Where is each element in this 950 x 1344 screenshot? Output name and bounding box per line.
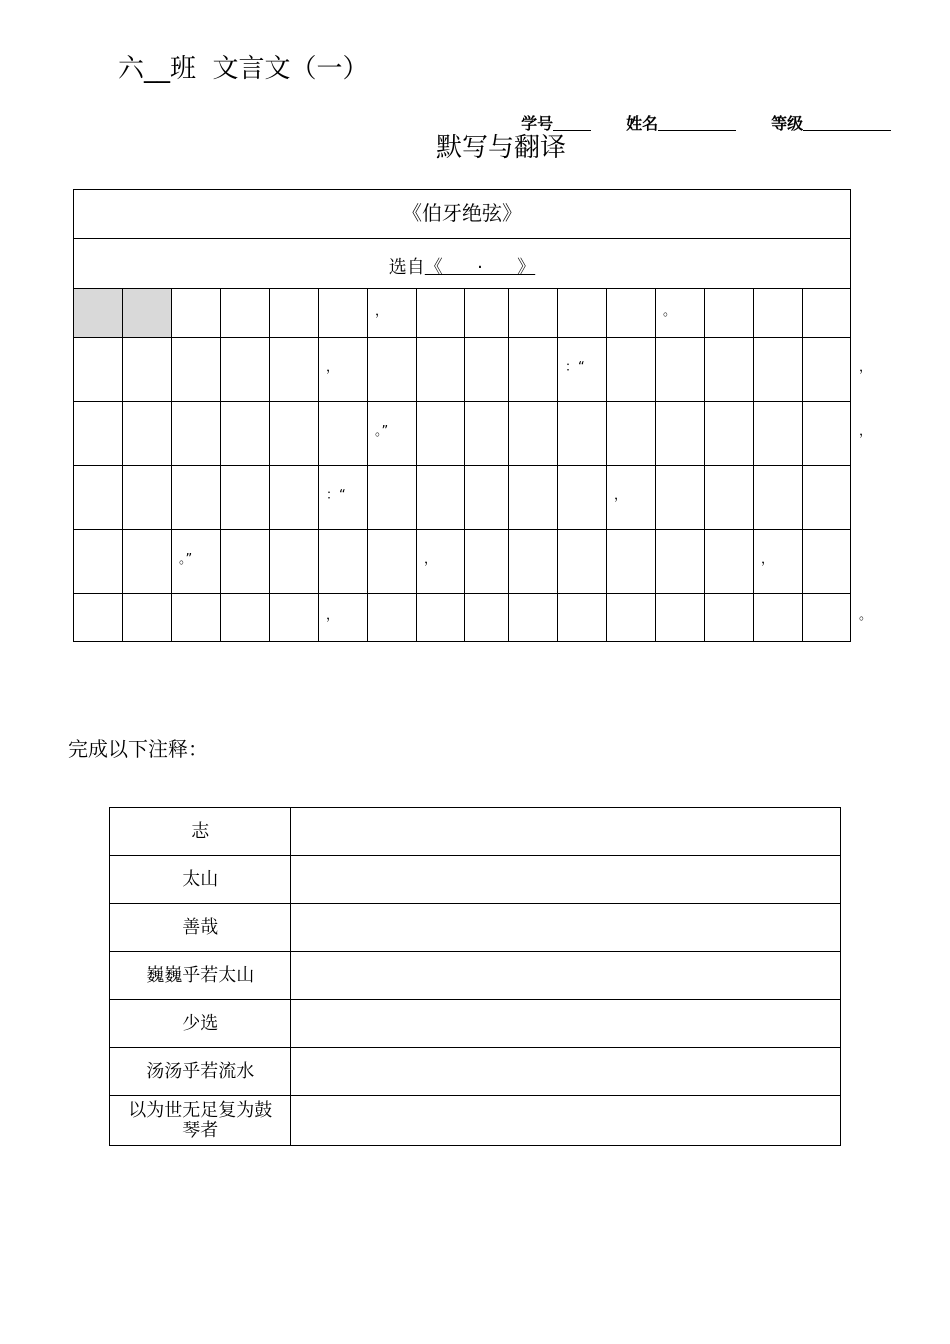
annotation-answer-field[interactable] (291, 856, 841, 904)
annotation-row (110, 856, 841, 904)
grid-line (73, 401, 851, 402)
grid-line (73, 189, 74, 641)
writing-cell[interactable] (508, 593, 557, 641)
annotation-answer-field[interactable] (291, 1096, 841, 1146)
writing-cell[interactable] (73, 529, 122, 593)
writing-cell[interactable] (122, 401, 171, 465)
writing-cell[interactable] (220, 529, 269, 593)
grid-line (850, 189, 851, 641)
poem-source (73, 253, 851, 279)
grid-line (464, 288, 465, 641)
grid-line (318, 288, 319, 641)
writing-cell[interactable] (753, 288, 802, 337)
writing-cell[interactable] (655, 593, 704, 641)
annotation-row (110, 1096, 841, 1146)
grid-line (416, 288, 417, 641)
punctuation-mark: ， (614, 488, 628, 503)
annotation-row (110, 952, 841, 1000)
annotation-row (110, 1048, 841, 1096)
grid-line (73, 529, 851, 530)
punctuation-mark: ：“ (326, 488, 346, 503)
annotation-term: 善哉 (110, 904, 291, 952)
writing-cell[interactable] (802, 593, 851, 641)
punctuation-mark: ， (326, 608, 340, 623)
writing-cell[interactable] (802, 337, 851, 401)
writing-cell[interactable] (416, 593, 464, 641)
annotation-table (109, 807, 841, 1146)
annotation-row (110, 1000, 841, 1048)
writing-cell[interactable] (704, 593, 753, 641)
shaded-indent-cell (122, 288, 171, 337)
writing-cell[interactable] (416, 288, 464, 337)
notes-heading: 完成以下注释： (68, 737, 208, 761)
writing-cell[interactable] (122, 593, 171, 641)
grid-line (73, 593, 851, 594)
writing-cell[interactable] (753, 337, 802, 401)
writing-cell[interactable] (704, 465, 753, 529)
writing-cell[interactable] (122, 529, 171, 593)
writing-cell[interactable] (122, 337, 171, 401)
name-label: 姓名 (626, 114, 659, 133)
writing-cell[interactable] (171, 401, 220, 465)
grid-line (753, 288, 754, 641)
writing-cell[interactable] (753, 593, 802, 641)
punctuation-mark: ， (859, 424, 873, 439)
punctuation-mark: 。” (179, 552, 193, 567)
writing-cell[interactable] (269, 337, 318, 401)
writing-cell[interactable] (606, 288, 655, 337)
writing-cell[interactable] (802, 401, 851, 465)
writing-cell[interactable] (73, 337, 122, 401)
grade-field[interactable] (760, 92, 891, 134)
annotation-term: 以为世无足复为鼓琴者 (110, 1096, 291, 1146)
writing-cell[interactable] (655, 465, 704, 529)
writing-cell[interactable] (606, 401, 655, 465)
writing-cell[interactable] (464, 529, 508, 593)
writing-cell[interactable] (171, 465, 220, 529)
writing-cell[interactable] (269, 465, 318, 529)
source-label: 选自 (388, 257, 425, 278)
writing-cell[interactable] (704, 337, 753, 401)
name-field[interactable] (615, 92, 736, 134)
writing-cell[interactable] (220, 288, 269, 337)
writing-cell[interactable] (508, 529, 557, 593)
writing-cell[interactable] (557, 401, 606, 465)
annotation-row (110, 808, 841, 856)
section-title: 默写与翻译 (436, 133, 567, 163)
writing-cell[interactable] (802, 529, 851, 593)
writing-cell[interactable] (464, 593, 508, 641)
writing-cell[interactable] (802, 465, 851, 529)
writing-cell[interactable] (171, 593, 220, 641)
grid-line (73, 465, 851, 466)
annotation-term: 汤汤乎若流水 (110, 1048, 291, 1096)
writing-cell[interactable] (171, 337, 220, 401)
writing-cell[interactable] (753, 401, 802, 465)
writing-cell[interactable] (508, 401, 557, 465)
writing-cell[interactable] (753, 465, 802, 529)
writing-cell[interactable] (269, 529, 318, 593)
grid-line (73, 337, 851, 338)
writing-cell[interactable] (508, 288, 557, 337)
writing-cell[interactable] (220, 401, 269, 465)
annotation-answer-field[interactable] (291, 952, 841, 1000)
writing-cell[interactable] (73, 593, 122, 641)
annotation-answer-field[interactable] (291, 904, 841, 952)
writing-cell[interactable] (73, 401, 122, 465)
annotation-term: 志 (110, 808, 291, 856)
writing-cell[interactable] (318, 529, 367, 593)
punctuation-mark: ， (375, 303, 389, 319)
annotation-term: 太山 (110, 856, 291, 904)
grid-line (557, 288, 558, 641)
writing-cell[interactable] (704, 288, 753, 337)
grade-blank[interactable] (803, 114, 891, 131)
writing-cell[interactable] (367, 529, 416, 593)
grid-line (802, 288, 803, 641)
writing-cell[interactable] (73, 465, 122, 529)
writing-cell[interactable] (464, 401, 508, 465)
writing-cell[interactable] (557, 465, 606, 529)
worksheet-title: 六__班 文言文（一） (118, 54, 369, 84)
writing-cell[interactable] (606, 337, 655, 401)
writing-cell[interactable] (655, 529, 704, 593)
writing-cell[interactable] (269, 288, 318, 337)
writing-cell[interactable] (464, 288, 508, 337)
writing-cell[interactable] (367, 593, 416, 641)
writing-cell[interactable] (318, 288, 367, 337)
writing-cell[interactable] (367, 337, 416, 401)
annotation-term: 少选 (110, 1000, 291, 1048)
punctuation-mark: ， (859, 360, 873, 375)
grade-label: 等级 (771, 114, 804, 133)
writing-cell[interactable] (416, 401, 464, 465)
writing-cell[interactable] (269, 593, 318, 641)
writing-cell[interactable] (704, 529, 753, 593)
writing-cell[interactable] (220, 465, 269, 529)
punctuation-mark: ， (761, 552, 775, 567)
shaded-indent-cell (73, 288, 122, 337)
writing-cell[interactable] (416, 465, 464, 529)
dictation-grid (73, 189, 873, 641)
annotation-answer-field[interactable] (291, 1000, 841, 1048)
writing-cell[interactable] (416, 337, 464, 401)
student-number-label: 学号 (521, 114, 554, 133)
writing-cell[interactable] (606, 593, 655, 641)
grid-line (508, 288, 509, 641)
writing-cell[interactable] (171, 288, 220, 337)
writing-cell[interactable] (220, 337, 269, 401)
grid-line (171, 288, 172, 641)
punctuation-mark: ， (424, 552, 438, 567)
writing-cell[interactable] (508, 337, 557, 401)
annotation-answer-field[interactable] (291, 1048, 841, 1096)
writing-cell[interactable] (508, 465, 557, 529)
punctuation-mark: 。” (375, 424, 389, 439)
writing-cell[interactable] (269, 401, 318, 465)
writing-cell[interactable] (367, 465, 416, 529)
writing-cell[interactable] (220, 593, 269, 641)
writing-cell[interactable] (318, 401, 367, 465)
poem-title: 《伯牙绝弦》 (402, 201, 522, 225)
writing-cell[interactable] (606, 529, 655, 593)
grid-line (704, 288, 705, 641)
grid-line (269, 288, 270, 641)
writing-cell[interactable] (704, 401, 753, 465)
grid-line (73, 641, 851, 642)
name-blank[interactable] (658, 114, 736, 131)
grid-line (606, 288, 607, 641)
punctuation-mark: 。 (859, 608, 873, 623)
writing-cell[interactable] (464, 337, 508, 401)
writing-cell[interactable] (557, 288, 606, 337)
writing-cell[interactable] (122, 465, 171, 529)
grid-line (655, 288, 656, 641)
annotation-row (110, 904, 841, 952)
writing-cell[interactable] (464, 465, 508, 529)
grid-line (220, 288, 221, 641)
grid-line (367, 288, 368, 641)
grid-line (73, 189, 851, 190)
writing-cell[interactable] (802, 288, 851, 337)
annotation-term: 巍巍乎若太山 (110, 952, 291, 1000)
punctuation-mark: ， (326, 360, 340, 375)
writing-cell[interactable] (655, 337, 704, 401)
punctuation-mark: ：“ (565, 360, 585, 375)
grid-line (73, 238, 851, 239)
grid-line (122, 288, 123, 641)
writing-cell[interactable] (655, 401, 704, 465)
writing-cell[interactable] (557, 593, 606, 641)
source-blank[interactable]: 《 · 》 (424, 257, 536, 278)
writing-cell[interactable] (557, 529, 606, 593)
annotation-answer-field[interactable] (291, 808, 841, 856)
grid-line (73, 288, 851, 289)
punctuation-mark: 。 (663, 303, 677, 319)
